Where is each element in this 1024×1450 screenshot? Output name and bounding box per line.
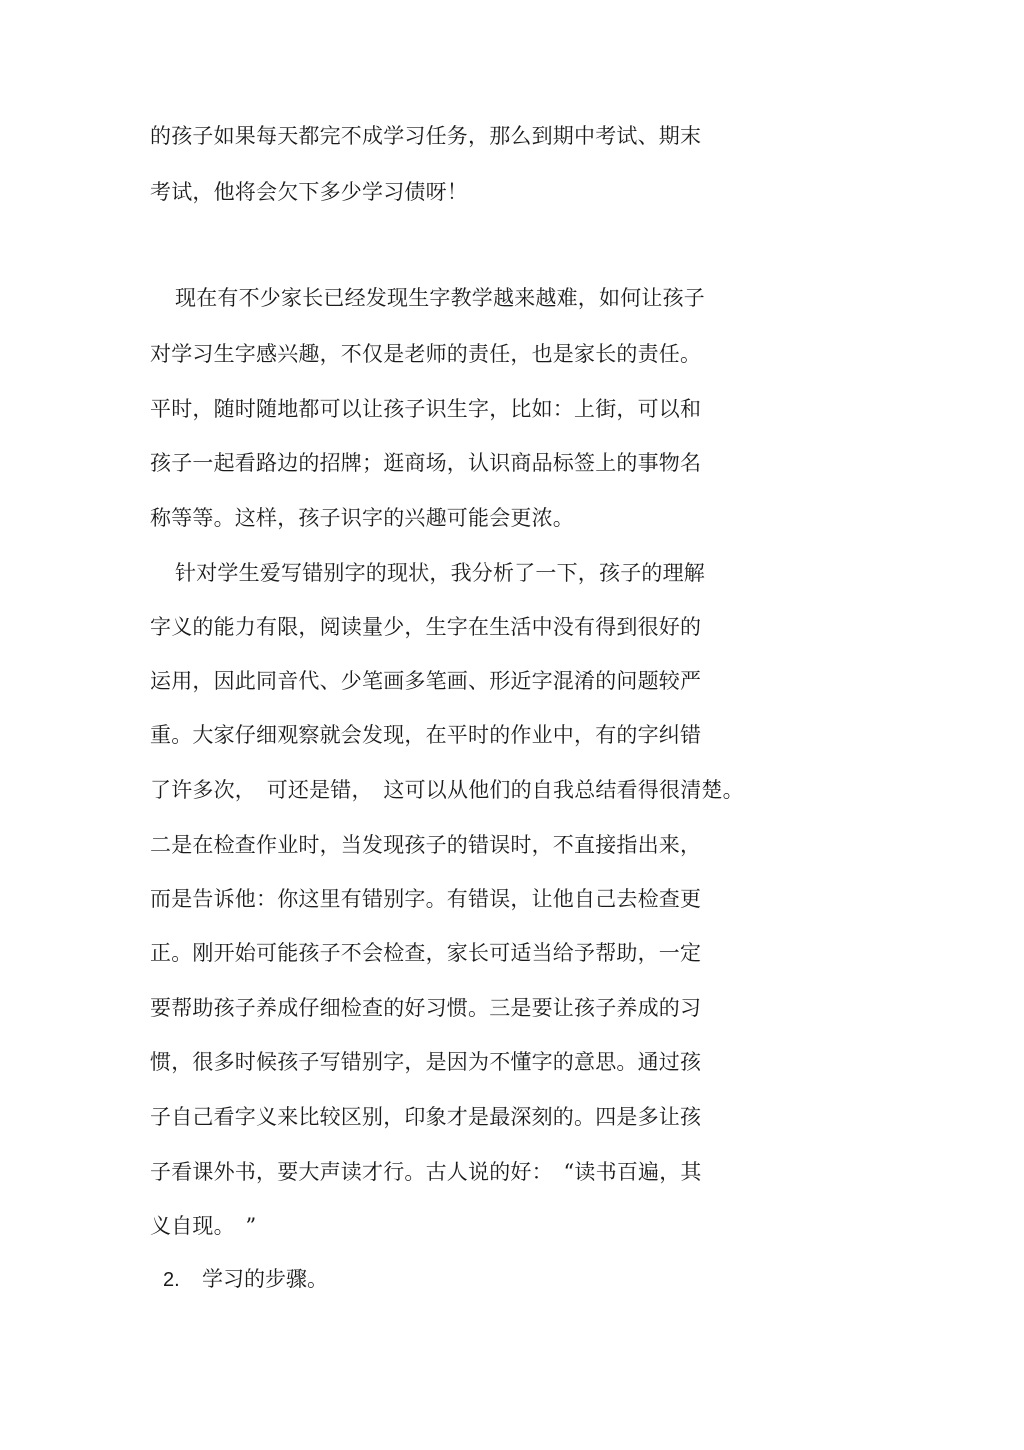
paragraph-2-line-3: 平时，随时随地都可以让孩子识生字，比如：上街，可以和 [150, 397, 702, 421]
paragraph-3-line-6: 二是在检查作业时，当发现孩子的错误时，不直接指出来， [150, 833, 702, 857]
paragraph-1-line-1: 的孩子如果每天都完不成学习任务，那么到期中考试、期末 [150, 124, 702, 148]
paragraph-3-line-13: 义自现。 ” [150, 1214, 257, 1238]
paragraph-3-line-4: 重。大家仔细观察就会发现，在平时的作业中，有的字纠错 [150, 723, 702, 747]
paragraph-2-line-1: 现在有不少家长已经发现生字教学越来越难，如何让孩子 [175, 286, 705, 310]
list-item-number: 2. [163, 1269, 180, 1291]
paragraph-2-line-4: 孩子一起看路边的招牌；逛商场，认识商品标签上的事物名 [150, 451, 702, 475]
paragraph-3-line-11: 子自己看字义来比较区别，印象才是最深刻的。四是多让孩 [150, 1105, 702, 1129]
paragraph-3-line-9: 要帮助孩子养成仔细检查的好习惯。三是要让孩子养成的习 [150, 996, 702, 1020]
paragraph-3-line-7: 而是告诉他：你这里有错别字。有错误，让他自己去检查更 [150, 887, 702, 911]
paragraph-2-line-2: 对学习生字感兴趣，不仅是老师的责任，也是家长的责任。 [150, 342, 702, 366]
paragraph-1-line-2: 考试，他将会欠下多少学习债呀！ [150, 180, 468, 204]
paragraph-3-line-8: 正。刚开始可能孩子不会检查，家长可适当给予帮助，一定 [150, 941, 702, 965]
paragraph-3-line-10: 惯，很多时候孩子写错别字，是因为不懂字的意思。通过孩 [150, 1050, 702, 1074]
paragraph-3-line-5: 了许多次， 可还是错， 这可以从他们的自我总结看得很清楚。 [150, 778, 744, 802]
list-item-text: 学习的步骤。 [202, 1267, 328, 1291]
paragraph-3-line-1: 针对学生爱写错别字的现状，我分析了一下，孩子的理解 [175, 561, 705, 585]
paragraph-3-line-2: 字义的能力有限，阅读量少，生字在生活中没有得到很好的 [150, 615, 702, 639]
paragraph-3-line-3: 运用，因此同音代、少笔画多笔画、形近字混淆的问题较严 [150, 669, 702, 693]
paragraph-3-line-12: 子看课外书，要大声读才行。古人说的好： “读书百遍，其 [150, 1160, 702, 1184]
paragraph-2-line-5: 称等等。这样，孩子识字的兴趣可能会更浓。 [150, 506, 574, 530]
